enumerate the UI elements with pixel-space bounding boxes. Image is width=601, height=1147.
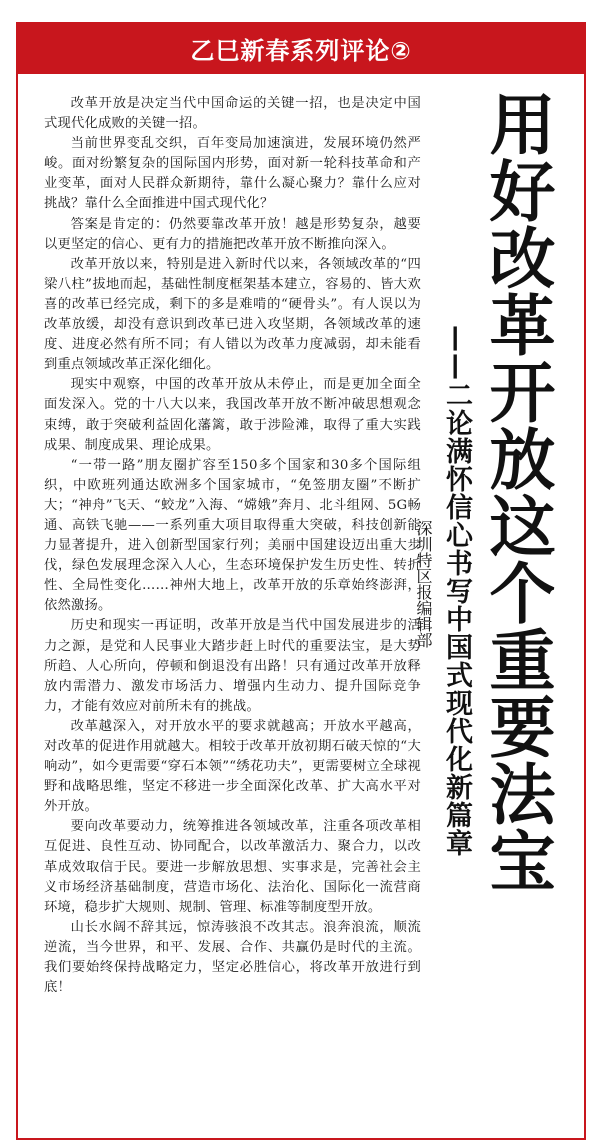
paragraph: 当前世界变乱交织，百年变局加速演进，发展环境仍然严峻。面对纷繁复杂的国际国内形势，面对新一轮科技革命和产业变革，面对人民群众新期待，靠什么凝心聚力？靠什么应对挑战？靠什么全面推进中国式现代化？: [44, 136, 421, 212]
series-title: 乙巳新春系列评论②: [190, 36, 412, 65]
paragraph: 改革越深入，对开放水平的要求就越高；开放水平越高，对改革的促进作用就越大。相较于改革开放初期石破天惊的“大响动”，如今更需要“穿石本领”“绣花功夫”，更需要树立全球视野和战略思维，坚定不移进一步全面深化改革、扩大高水平对外开放。: [44, 718, 421, 815]
series-banner: [16, 22, 586, 74]
headline: 用好改革开放这个重要法宝: [478, 90, 555, 894]
article-body: [44, 94, 421, 998]
paragraph: 改革开放是决定当代中国命运的关键一招，也是决定中国式现代化成败的关键一招。: [44, 96, 421, 132]
author-byline: 深圳特区报编辑部: [414, 520, 433, 648]
subtitle: ——二论满怀信心书写中国式现代化新篇章: [441, 325, 472, 857]
paragraph: 要向改革要动力，统筹推进各领域改革，注重各项改革相互促进、良性互动、协同配合，以改革激活力、聚合力，以改革成效取信于民。要进一步解放思想、实事求是，完善社会主义市场经济基础制度，营造市场化、法治化、国际化一流营商环境，稳步扩大规则、规制、管理、标准等制度型开放。: [44, 819, 421, 915]
paragraph: 现实中观察，中国的改革开放从未停止，而是更加全面全面发深入。党的十八大以来，我国改革开放不断冲破思想观念束缚，敢于突破利益固化藩篱，敢于涉险滩，取得了重大实践成果、制度成果、理论成果。: [44, 377, 421, 453]
paragraph: 历史和现实一再证明，改革开放是当代中国发展进步的活力之源，是党和人民事业大踏步赶上时代的重要法宝，是大势所趋、人心所向，停顿和倒退没有出路！只有通过改革开放释放内需潜力、激发市场活力、增强内生动力、提升国际竞争力，才能有效应对前所未有的挑战。: [44, 618, 421, 714]
paragraph: “一带一路”朋友圈扩容至150多个国家和30多个国际组织，中欧班列通达欧洲多个国家城市，“免签朋友圈”不断扩大；“神舟”飞天、“蛟龙”入海、“嫦娥”奔月、北斗组网、5G畅通、高铁飞驰——一系列重大项目取得重大突破，科技创新能力显著提升，进入创新型国家行列；美丽中国建设迈出重大步伐，绿色发展理念深入人心，生态环境保护发生历史性、转折性、全局性变化……神州大地上，改革开放的乐章始终澎湃，依然激扬。: [44, 457, 421, 614]
paragraph: 答案是肯定的：仍然要靠改革开放！越是形势复杂，越要以更坚定的信心、更有力的措施把改革开放不断推向深入。: [44, 216, 421, 252]
paragraph: 山长水阔不辞其远，惊涛骇浪不改其志。浪奔浪流，顺流逆流，当今世界，和平、发展、合作、共赢仍是时代的主流。我们要始终保持战略定力，坚定必胜信心，将改革开放进行到底！: [44, 919, 421, 996]
paragraph: 改革开放以来，特别是进入新时代以来，各领域改革的“四梁八柱”拔地而起，基础性制度框架基本建立，容易的、皆大欢喜的改革已经完成，剩下的多是难啃的“硬骨头”。有人误以为改革放缓，却没有意识到改革已进入攻坚期，各领域改革的速度、进度必然有所不同；有人错以为改革力度减弱，却未能看到重点领域改革正深化细化。: [44, 256, 421, 373]
